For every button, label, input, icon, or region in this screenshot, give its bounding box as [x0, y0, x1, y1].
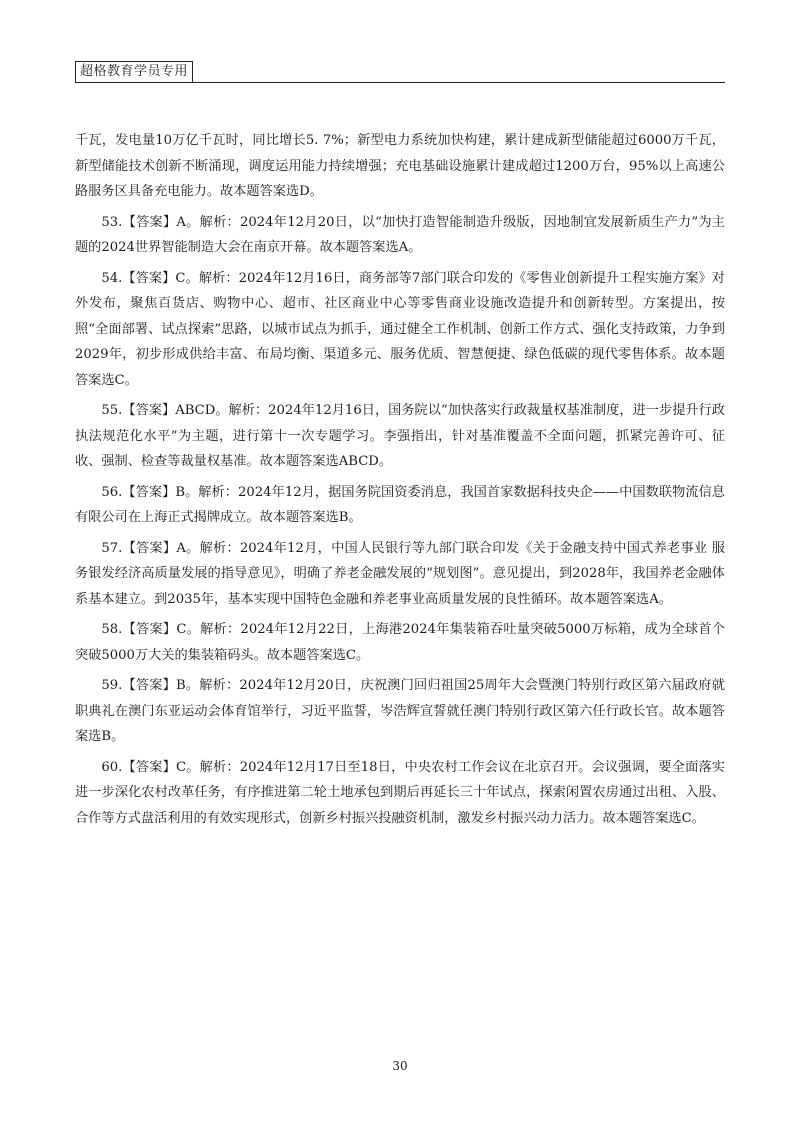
paragraph-answer-53: 53.【答案】A。解析：2024年12月20日，以“加快打造智能制造升级版，因地制宜发展新质生产力”为主题的2024世界智能制造大会在南京开幕。故本题答案选A。 — [75, 214, 725, 255]
header-tag: 超格教育学员专用 — [75, 61, 193, 83]
paragraph-continuation-52: 千瓦，发电量10万亿千瓦时，同比增长5. 7%；新型电力系统加快构建，累计建成新型储能超过6000万千瓦，新型储能技术创新不断涌现，调度运用能力持续增强；充电基础设施累计建成超过1200万台，95%以上高速公路服务区具备充电能力。故本题答案选D。 — [75, 133, 725, 199]
paragraph-answer-57: 57.【答案】A。解析：2024年12月，中国人民银行等九部门联合印发《关于金融支持中国式养老事业 服务银发经济高质量发展的指导意见》，明确了养老金融发展的“规划图”。意见提出，到2028年，我国养老金融体系基本建立。到2035年，基本实现中国特色金融和养老事业高质量发展的良性循环。故本题答案选A。 — [75, 540, 725, 607]
paragraph-answer-60: 60.【答案】C。解析：2024年12月17日至18日，中央农村工作会议在北京召开。会议强调，要全面落实进一步深化农村改革任务，有序推进第二轮土地承包到期后再延长三十年试点，探索闲置农房通过出租、入股、合作等方式盘活利用的有效实现形式，创新乡村振兴投融资机制，激发乡村振兴动力活力。故本题答案选C。 — [75, 759, 725, 826]
header-rule — [75, 82, 725, 83]
paragraph-answer-54: 54.【答案】C。解析：2024年12月16日，商务部等7部门联合印发的《零售业创新提升工程实施方案》对外发布，聚焦百货店、购物中心、超市、社区商业中心等零售商业设施改造提升和创新转型。方案提出，按照“全面部署、试点探索”思路，以城市试点为抓手，通过健全工作机制、创新工作方式、强化支持政策，力争到2029年，初步形成供给丰富、布局均衡、渠道多元、服务优质、智慧便捷、绿色低碳的现代零售体系。故本题答案选C。 — [75, 270, 725, 388]
paragraph-answer-56: 56.【答案】B。解析：2024年12月，据国务院国资委消息，我国首家数据科技央企——中国数联物流信息有限公司在上海正式揭牌成立。故本题答案选B。 — [75, 484, 725, 525]
answer-explanations — [75, 128, 725, 836]
paragraph-answer-55: 55.【答案】ABCD。解析：2024年12月16日，国务院以“加快落实行政裁量权基准制度，进一步提升行政执法规范化水平”为主题，进行第十一次专题学习。李强指出，针对基准覆盖不全面问题，抓紧完善许可、征收、强制、检查等裁量权基准。故本题答案选ABCD。 — [75, 403, 725, 469]
paragraph-answer-58: 58.【答案】C。解析：2024年12月22日，上海港2024年集装箱吞吐量突破5000万标箱，成为全球首个突破5000万大关的集装箱码头。故本题答案选C。 — [75, 622, 725, 663]
paragraph-answer-59: 59.【答案】B。解析：2024年12月20日，庆祝澳门回归祖国25周年大会暨澳门特别行政区第六届政府就职典礼在澳门东亚运动会体育馆举行，习近平监誓，岑浩辉宣誓就任澳门特别行政区第六任行政长官。故本题答案选B。 — [75, 678, 725, 744]
page-number: 30 — [392, 1059, 408, 1073]
